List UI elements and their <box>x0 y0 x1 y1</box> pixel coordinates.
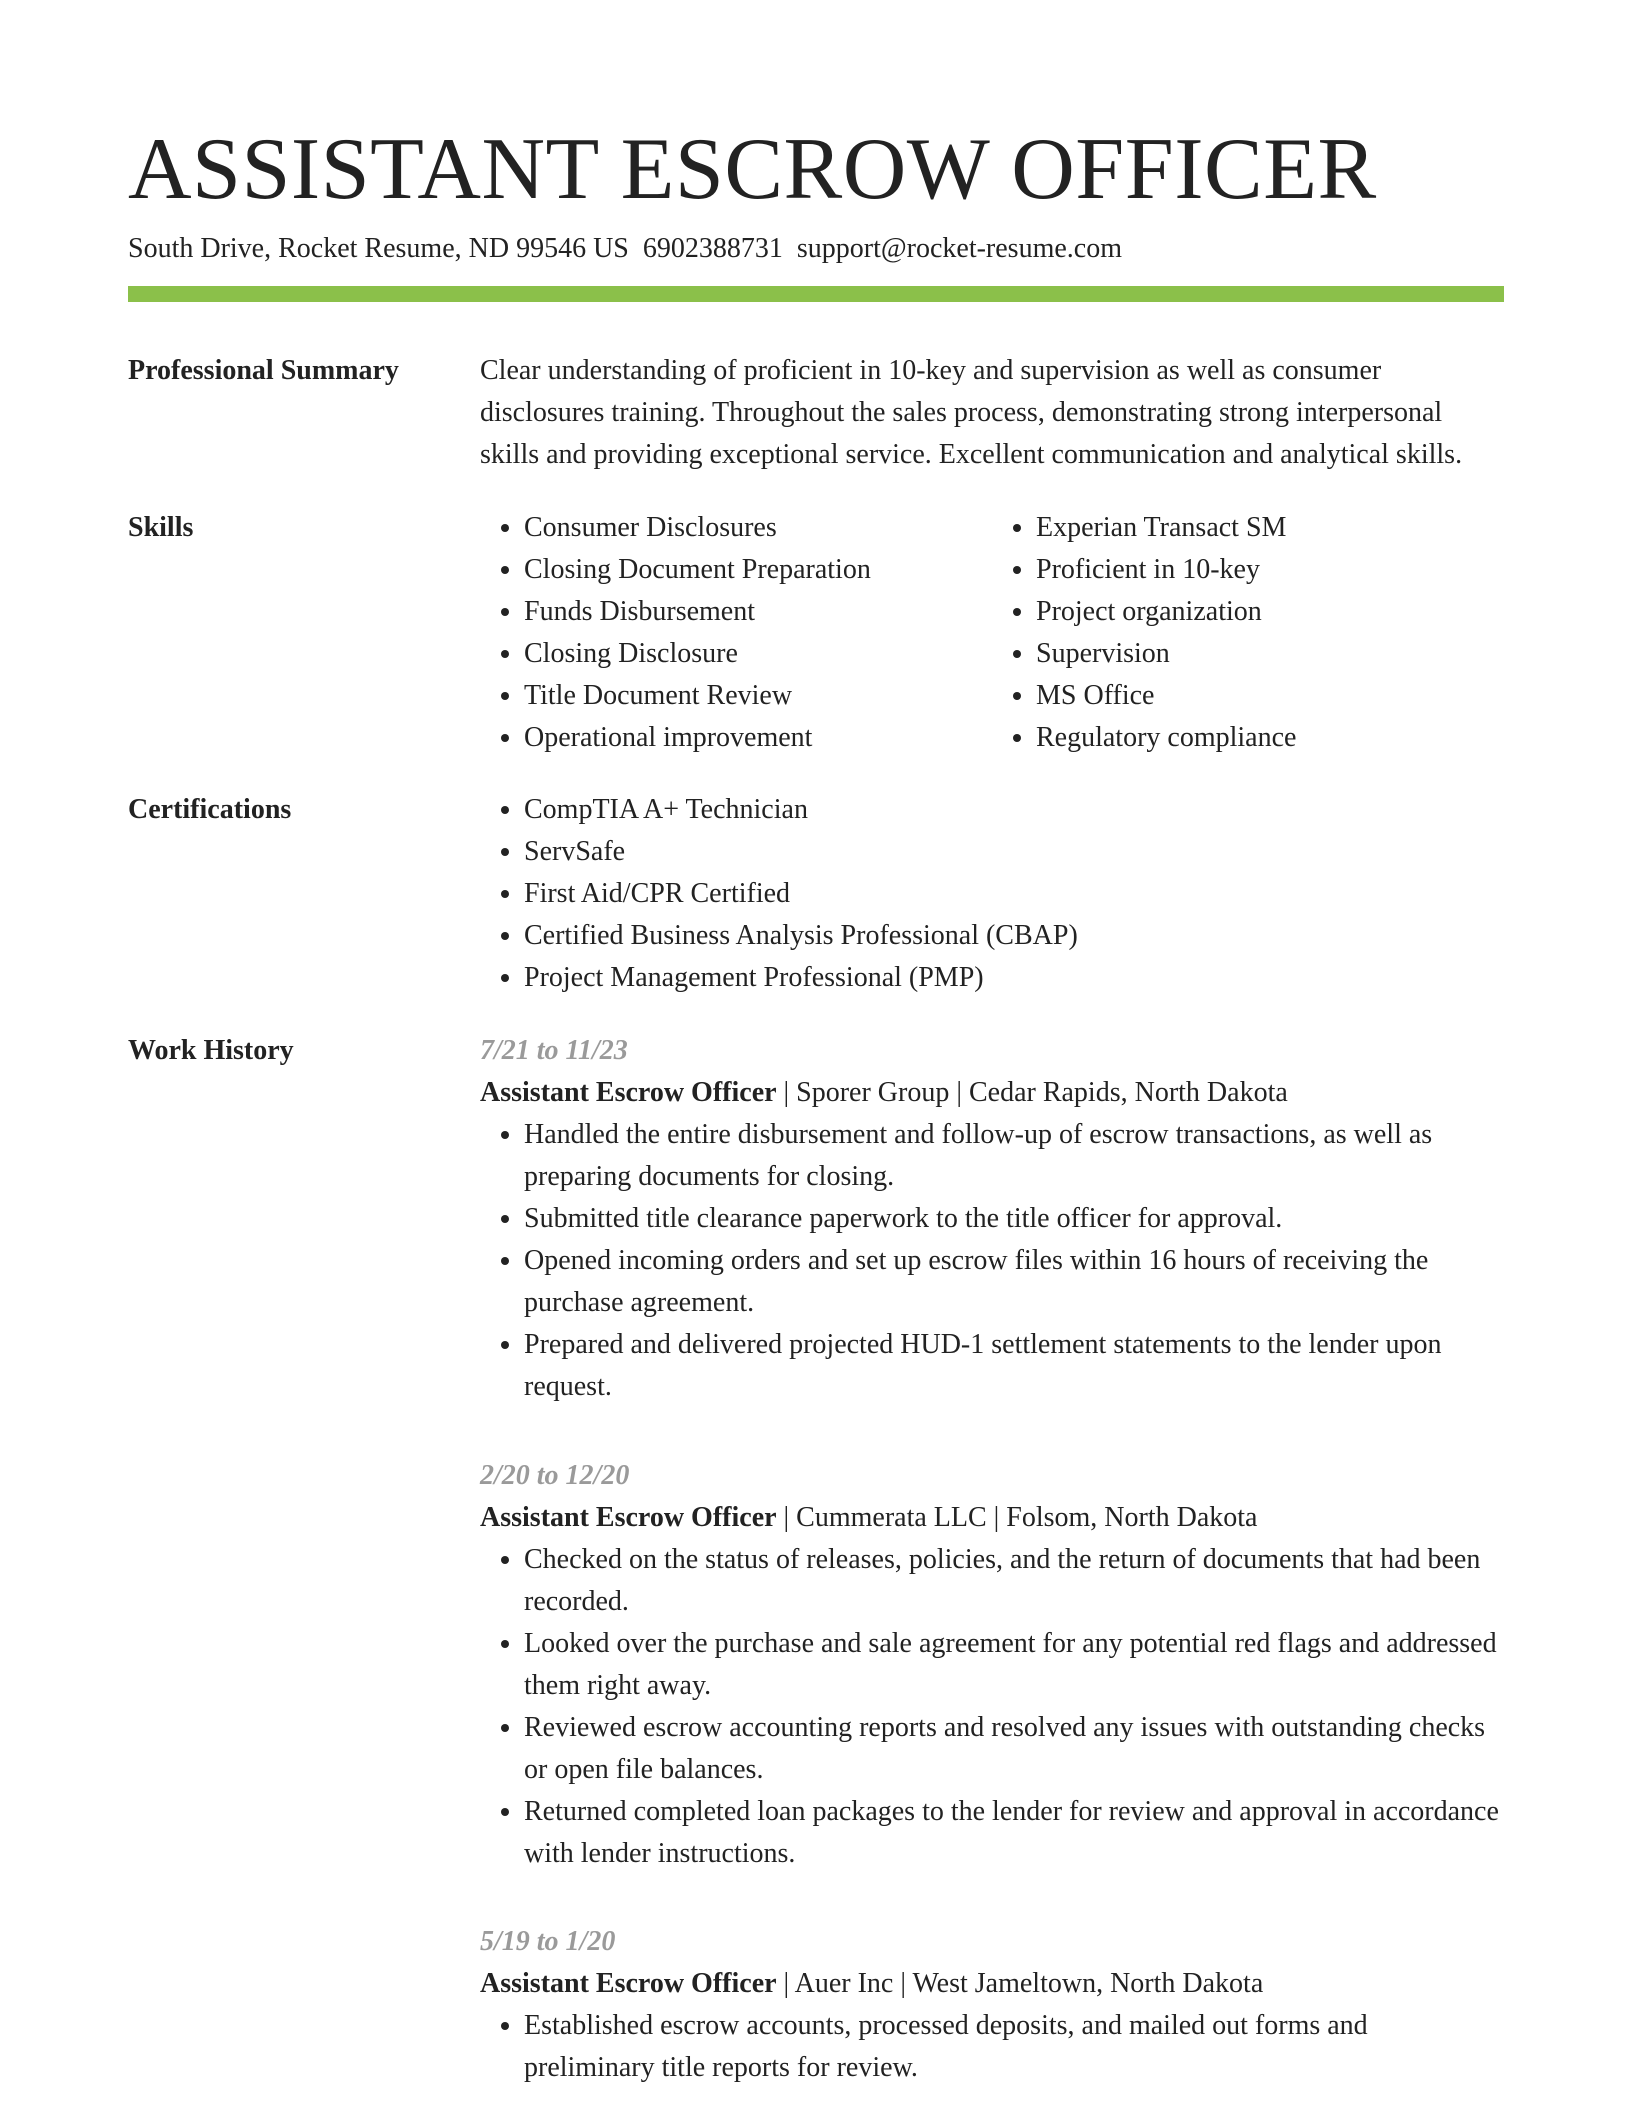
job-bullets <box>480 1539 1504 1875</box>
job-bullet: • Reviewed escrow accounting reports and resolved any issues with outstanding checks or open file balances. <box>524 1707 1504 1791</box>
job-location: Folsom, North Dakota <box>1006 1502 1258 1533</box>
certification-item: • Certified Business Analysis Professional (CBAP) <box>524 915 1504 957</box>
job-separator: | <box>993 1502 1000 1533</box>
certifications-list <box>480 789 1504 999</box>
skill-item: • Closing Document Preparation <box>524 549 992 591</box>
job-location: West Jameltown, North Dakota <box>912 1968 1264 1999</box>
header-divider <box>128 286 1504 302</box>
job-header <box>480 1963 1504 2005</box>
certification-item: • ServSafe <box>524 831 1504 873</box>
job-bullet: • Opened incoming orders and set up escrow files within 16 hours of receiving the purchase agreement. <box>524 1240 1504 1324</box>
job-bullet: • Checked on the status of releases, policies, and the return of documents that had been recorded. <box>524 1539 1504 1623</box>
skill-item: • Experian Transact SM <box>1036 507 1504 549</box>
job-entry <box>480 1921 1504 2089</box>
job-dates: 7/21 to 11/23 <box>480 1035 628 1066</box>
contact-email: support@rocket-resume.com <box>796 233 1122 264</box>
job-title: Assistant Escrow Officer <box>480 1502 777 1533</box>
job-company: Auer Inc <box>794 1968 894 1999</box>
skill-item: • Supervision <box>1036 633 1504 675</box>
job-entry <box>480 1030 1504 1408</box>
job-company: Cummerata LLC <box>796 1502 987 1533</box>
certification-item: • Project Management Professional (PMP) <box>524 957 1504 999</box>
contact-address: South Drive, Rocket Resume, ND 99546 US <box>128 233 629 264</box>
job-separator: | <box>783 1968 790 1999</box>
job-title: Assistant Escrow Officer <box>480 1077 777 1108</box>
job-bullet: • Handled the entire disbursement and follow-up of escrow transactions, as well as preparing documents for closing. <box>524 1114 1504 1198</box>
contact-phone: 6902388731 <box>642 233 783 264</box>
work-history-heading: Work History <box>128 1035 294 1066</box>
job-bullet: • Returned completed loan packages to the lender for review and approval in accordance with lender instructions. <box>524 1791 1504 1875</box>
job-bullets <box>480 1114 1504 1408</box>
job-separator: | <box>956 1077 962 1108</box>
certification-item: • CompTIA A+ Technician <box>524 789 1504 831</box>
skill-item: • Closing Disclosure <box>524 633 992 675</box>
job-bullet: • Established escrow accounts, processed deposits, and mailed out forms and preliminary title reports for review. <box>524 2005 1504 2089</box>
skill-item: • Consumer Disclosures <box>524 507 992 549</box>
skills-list-right <box>992 507 1504 759</box>
job-dates: 2/20 to 12/20 <box>480 1460 630 1491</box>
contact-line <box>128 231 1122 267</box>
skill-item: • Operational improvement <box>524 717 992 759</box>
job-bullet: • Looked over the purchase and sale agreement for any potential red flags and addressed them right away. <box>524 1623 1504 1707</box>
job-bullet: • Prepared and delivered projected HUD-1 settlement statements to the lender upon request. <box>524 1324 1504 1408</box>
job-bullets <box>480 2005 1504 2089</box>
job-entry <box>480 1455 1504 1875</box>
certification-item: • First Aid/CPR Certified <box>524 873 1504 915</box>
resume-title: ASSISTANT ESCROW OFFICER <box>128 121 1377 218</box>
skills-heading: Skills <box>128 512 194 543</box>
skills-list-left <box>480 507 992 759</box>
job-title: Assistant Escrow Officer <box>480 1968 777 1999</box>
job-header <box>480 1072 1504 1114</box>
summary-text: Clear understanding of proficient in 10-key and supervision as well as consumer disclosures training. Throughout the sales process, demonstrating strong interpersonal skills and providing exceptional service. Excellent communication and analytical skills. <box>480 355 1463 470</box>
skill-item: • Title Document Review <box>524 675 992 717</box>
summary-heading: Professional Summary <box>128 355 399 386</box>
job-bullet: • Submitted title clearance paperwork to the title officer for approval. <box>524 1198 1504 1240</box>
skill-item: • Funds Disbursement <box>524 591 992 633</box>
job-separator: | <box>783 1502 790 1533</box>
certifications-heading: Certifications <box>128 794 292 825</box>
skill-item: • Proficient in 10-key <box>1036 549 1504 591</box>
job-header <box>480 1497 1504 1539</box>
job-location: Cedar Rapids, North Dakota <box>968 1077 1288 1108</box>
job-company: Sporer Group <box>796 1077 950 1108</box>
skill-item: • Project organization <box>1036 591 1504 633</box>
job-separator: | <box>783 1077 790 1108</box>
job-separator: | <box>900 1968 906 1999</box>
skill-item: • MS Office <box>1036 675 1504 717</box>
skill-item: • Regulatory compliance <box>1036 717 1504 759</box>
job-dates: 5/19 to 1/20 <box>480 1926 616 1957</box>
